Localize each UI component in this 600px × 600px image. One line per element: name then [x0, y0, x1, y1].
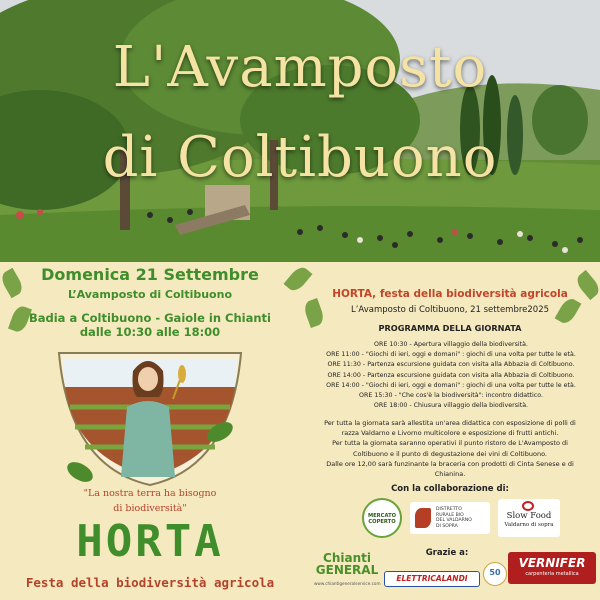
event-date: Domenica 21 Settembre [41, 265, 259, 284]
info-line: Per tutta la giornata sarà allestita un'area didattica con esposizione di polli di [324, 419, 576, 427]
snail-icon [522, 501, 534, 511]
schedule-item: ORE 10:30 - Apertura villaggio della biodiversità. [374, 341, 528, 348]
schedule-item: ORE 15:30 - "Che cos'è la biodiversità": incontro didattico. [359, 392, 543, 400]
program-subheading: L’Avamposto di Coltibuono, 21 settembre2025 [350, 305, 550, 315]
event-info [304, 418, 596, 479]
schedule-item: ORE 11:30 - Partenza escursione guidata con visita alla Abbazia di Coltibuono. [327, 361, 575, 369]
thanks-label: Grazie a: [425, 548, 469, 558]
schedule-list [306, 340, 596, 411]
slow-food-logo: Slow Food Valdarno di sopra [498, 499, 560, 537]
distretto-mark-icon [415, 508, 431, 528]
event-poster [0, 262, 600, 600]
mercato-coperto-logo: MERCATO COPERTO [362, 498, 402, 538]
program-title: PROGRAMMA DELLA GIORNATA [378, 323, 522, 333]
poster-right [300, 262, 600, 600]
distretto-rurale-logo: DISTRETTO RURALE BIO DEL VALDARNO DI SOPRA [410, 502, 490, 534]
info-line: Dalle ore 12,00 sarà funzinante la braceria con prodotti di Cinta Senese e di [326, 459, 574, 468]
event-subtitle: Festa della biodiversità agricola [25, 575, 275, 590]
schedule-item: ORE 14:00 - "Giochi di ieri, oggi e domani" : giochi di una volta per tutte le età. [326, 381, 576, 389]
event-hours: dalle 10:30 alle 18:00 [79, 325, 221, 339]
anniversary-badge: 50 [483, 562, 507, 586]
info-line: Chianina. [434, 470, 466, 479]
schedule-item: ORE 18:00 - Chiusura villaggio della biodiversità. [373, 402, 529, 410]
horta-logo: HORTA [76, 516, 224, 567]
title-line-1: L'Avamposto [112, 35, 488, 100]
program-heading: HORTA, festa della biodiversità agricola [332, 288, 568, 300]
hero-photo [0, 0, 600, 262]
vernifer-logo: VERNIFER carpenteria metallica [508, 552, 596, 584]
info-line: razza Valdarno e Livorno multicolore e esposizione di frutti antichi. [341, 429, 559, 438]
schedule-item: ORE 11:00 - "Giochi di ieri, oggi e domani" : giochi di una volta per tutte le età. [326, 351, 576, 359]
info-line: Per tutta la giornata saranno operativi il punto ristoro de L'Avamposto di [332, 439, 568, 448]
elettricalandi-logo: ELETTRICALANDI [384, 571, 480, 587]
schedule-item: ORE 14:00 - Partenza escursione guidata con visita alla Abbazia di Coltibuono. [327, 371, 575, 379]
event-venue: L’Avamposto di Coltibuono [67, 288, 232, 301]
poster-left [0, 262, 300, 600]
collaboration-label: Con la collaborazione di: [391, 484, 509, 494]
chianti-general-logo: Chianti GENERAL www.chiantigeneralservice.com [314, 551, 381, 586]
info-line: Coltibuono e il punto di degustazione dei vini di Coltibuono. [352, 449, 547, 458]
title-line-2: di Coltibuono [102, 125, 498, 190]
event-location: Badia a Coltibuono - Gaiole in Chianti [28, 311, 271, 325]
quote-line-2: di biodiversità" [113, 503, 187, 514]
quote-line-1: "La nostra terra ha bisogno [83, 488, 217, 499]
